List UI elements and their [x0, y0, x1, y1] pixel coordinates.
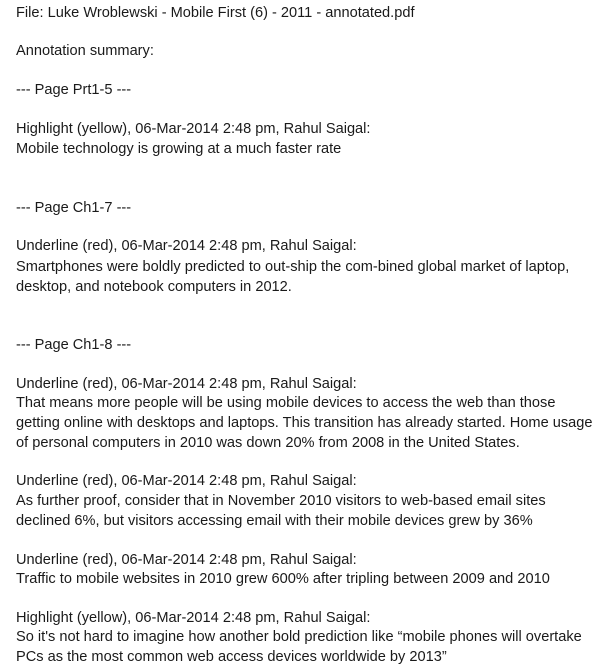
annotation-meta: Highlight (yellow), 06-Mar-2014 2:48 pm, Rahul Saigal: [16, 610, 371, 626]
annotation-text-line: That means more people will be using mobile devices to access the web than those [16, 395, 556, 411]
annotation-meta: Underline (red), 06-Mar-2014 2:48 pm, Rahul Saigal: [16, 473, 357, 489]
annotation-meta: Underline (red), 06-Mar-2014 2:48 pm, Rahul Saigal: [16, 552, 357, 568]
annotation-text-line: So it's not hard to imagine how another bold prediction like “mobile phones will overtake [16, 629, 582, 645]
annotation-text-line: Traffic to mobile websites in 2010 grew 600% after tripling between 2009 and 2010 [16, 571, 550, 587]
annotation-text-line: getting online with desktops and laptops. This transition has already started. Home usage [16, 415, 593, 431]
annotation-text-line: PCs as the most common web access devices worldwide by 2013” [16, 649, 447, 665]
annotation-text-line: declined 6%, but visitors accessing email with their mobile devices grew by 36% [16, 513, 533, 529]
annotation-text-line: As further proof, consider that in November 2010 visitors to web-based email sites [16, 493, 546, 509]
annotation-meta: Underline (red), 06-Mar-2014 2:48 pm, Rahul Saigal: [16, 376, 357, 392]
file-title: File: Luke Wroblewski - Mobile First (6) - 2011 - annotated.pdf [16, 5, 415, 21]
page-header-ch1-8: --- Page Ch1-8 --- [16, 337, 132, 353]
annotation-text-line: desktop, and notebook computers in 2012. [16, 279, 292, 295]
annotation-text-line: of personal computers in 2010 was down 20% from 2008 in the United States. [16, 435, 520, 451]
annotation-text-line: Smartphones were boldly predicted to out-ship the com-bined global market of laptop, [16, 259, 570, 275]
page-header-ch1-7: --- Page Ch1-7 --- [16, 200, 132, 216]
summary-heading: Annotation summary: [16, 43, 154, 59]
annotation-text-line: Mobile technology is growing at a much faster rate [16, 141, 342, 157]
annotation-meta: Highlight (yellow), 06-Mar-2014 2:48 pm, Rahul Saigal: [16, 121, 371, 137]
annotation-meta: Underline (red), 06-Mar-2014 2:48 pm, Rahul Saigal: [16, 238, 357, 254]
page-header-prt1-5: --- Page Prt1-5 --- [16, 82, 132, 98]
